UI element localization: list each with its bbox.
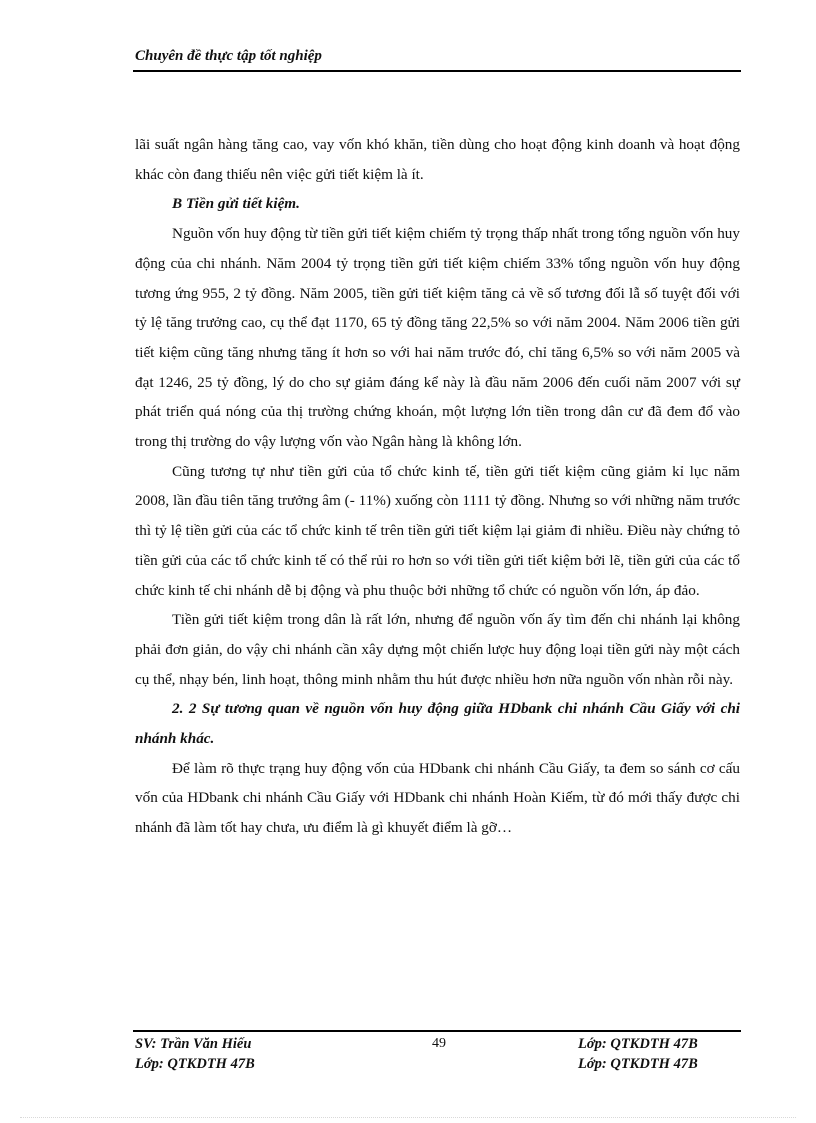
page-number: 49: [432, 1036, 446, 1051]
footer-class-right: Lớp: QTKDTH 47B: [578, 1036, 698, 1052]
footer-row-1: [0, 1036, 816, 1056]
header-divider: [133, 70, 741, 72]
page-edge-dotted-line: [20, 1117, 796, 1118]
footer-divider: [133, 1030, 741, 1032]
footer-class-left: Lớp: QTKDTH 47B: [135, 1056, 255, 1072]
paragraph: Cũng tương tự như tiền gửi của tổ chức kinh tế, tiền gửi tiết kiệm cũng giảm kỉ lục năm 2008, lần đầu tiên tăng trưởng âm (- 11%) xuống còn 1111 tỷ đồng. Nhưng so với những năm trước thì tỷ lệ tiền gửi của các tổ chức kinh tế trên tiền gửi tiết kiệm lại giảm đi nhiều. Điều này chứng tỏ tiền gửi của các tổ chức kinh tế có thể rủi ro hơn so với tiền gửi tiết kiệm bởi lẽ, tiền gửi của các tổ chức kinh tế chi nhánh dễ bị động và phu thuộc bởi những tổ chức có nguồn vốn lớn, áp đảo.: [135, 462, 740, 599]
section-heading-savings: B Tiền gửi tiết kiệm.: [172, 195, 300, 213]
paragraph: Để làm rõ thực trạng huy động vốn của HDbank chi nhánh Cầu Giấy, ta đem so sánh cơ cấu vốn của HDbank chi nhánh Cầu Giấy với HDbank chi nhánh Hoàn Kiếm, từ đó mới thấy được chi nhánh đã làm tốt hay chưa, ưu điểm là gì khuyết điểm là gỡ…: [135, 759, 740, 837]
header-title: Chuyên đề thực tập tốt nghiệp: [135, 48, 322, 64]
paragraph: Tiền gửi tiết kiệm trong dân là rất lớn, nhưng để nguồn vốn ấy tìm đến chi nhánh lại không phải đơn giản, do vậy chi nhánh cần xây dựng một chiến lược huy động loại tiền gửi này một cách cụ thể, nhạy bén, linh hoạt, thông minh nhằm thu hút được nhiều hơn nữa nguồn vốn nhàn rỗi này.: [135, 611, 740, 688]
footer-student-name: SV: Trần Văn Hiếu: [135, 1036, 252, 1052]
paragraph: Nguồn vốn huy động từ tiền gửi tiết kiệm chiếm tỷ trọng thấp nhất trong tổng nguồn vốn huy động của chi nhánh. Năm 2004 tỷ trọng tiền gửi tiết kiệm chiếm 33% tổng nguồn vốn huy động tương ứng 955, 2 tỷ đồng. Năm 2005, tiền gửi tiết kiệm tăng cả về số tương đối lẫ số tuyệt đối với tỷ lệ tăng trưởng cao, cụ thể đạt 1170, 65 tỷ đồng tăng 22,5% so với năm 2004. Năm 2006 tiền gửi tiết kiệm cũng tăng nhưng tăng ít hơn so với hai năm trước đó, chỉ tăng 6,5% so với năm 2005 và đạt 1246, 25 tỷ đồng, lý do cho sự giảm đáng kể này là đầu năm 2006 đến cuối năm 2007 với sự phát triển quá nóng của thị trường chứng khoán, một lượng lớn tiền trong dân cư đã đem đổ vào trong thị trường do vậy lượng vốn vào Ngân hàng là không lớn.: [135, 225, 740, 451]
section-heading-comparison: 2. 2 Sự tương quan về nguồn vốn huy động giữa HDbank chi nhánh Cầu Giấy với chi nhánh khác.: [135, 700, 740, 748]
footer-row-2: [0, 1056, 816, 1076]
paragraph-continuation: lãi suất ngân hàng tăng cao, vay vốn khó khăn, tiền dùng cho hoạt động kinh doanh và hoạt động khác còn đang thiếu nên việc gửi tiết kiệm là ít.: [135, 136, 740, 183]
footer-class-right-2: Lớp: QTKDTH 47B: [578, 1056, 698, 1072]
document-body: [135, 130, 740, 843]
